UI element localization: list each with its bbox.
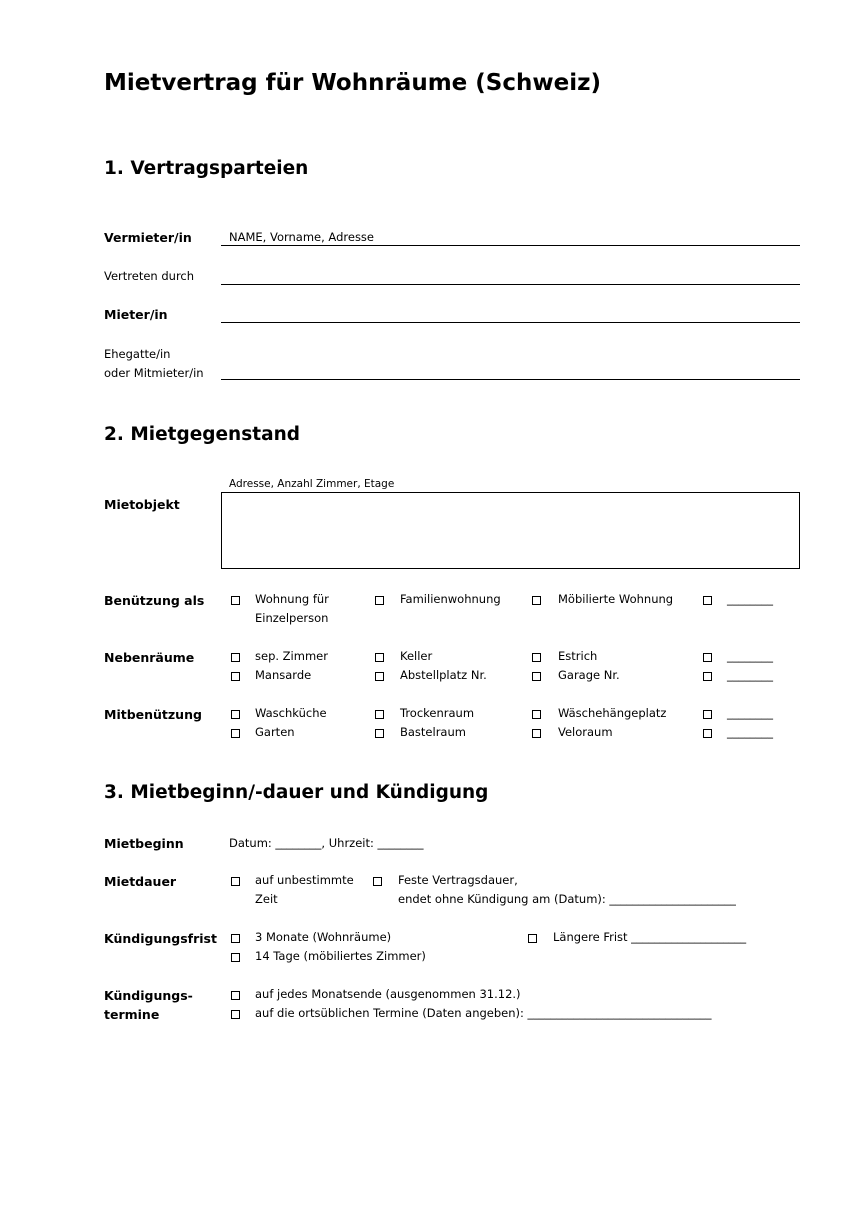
usage-single-line2: Einzelperson — [255, 611, 329, 625]
shared-hobby-room-label: Bastelraum — [400, 725, 466, 739]
notice-3-months-checkbox[interactable] — [231, 934, 240, 943]
notice-3-months-label: 3 Monate (Wohnräume) — [255, 930, 392, 944]
termination-local-checkbox[interactable] — [231, 1010, 240, 1019]
spouse-label-line2: oder Mitmieter/in — [104, 366, 204, 380]
section-heading-object: 2. Mietgegenstand — [104, 424, 300, 445]
object-input-box[interactable] — [221, 492, 800, 569]
landlord-line — [221, 245, 800, 246]
usage-single-line1: Wohnung für — [255, 592, 329, 606]
side-room-attic-label: Estrich — [558, 649, 598, 663]
side-room-attic-checkbox[interactable] — [532, 653, 541, 662]
shared-drying-label: Trockenraum — [400, 706, 475, 720]
termination-dates-label-line2: termine — [104, 1007, 160, 1022]
usage-family-label: Familienwohnung — [400, 592, 501, 606]
tenant-label: Mieter/in — [104, 307, 168, 322]
side-room-other2-blank: ________ — [727, 668, 773, 682]
side-room-garage-label: Garage Nr. — [558, 668, 620, 682]
spouse-line[interactable] — [221, 379, 800, 380]
duration-indefinite-checkbox[interactable] — [231, 877, 240, 886]
duration-fixed-checkbox[interactable] — [373, 877, 382, 886]
shared-bike-room-checkbox[interactable] — [532, 729, 541, 738]
object-hint: Adresse, Anzahl Zimmer, Etage — [229, 478, 395, 490]
document-title: Mietvertrag für Wohnräume (Schweiz) — [104, 70, 601, 96]
termination-month-end-label: auf jedes Monatsende (ausgenommen 31.12.) — [255, 987, 521, 1001]
duration-fixed-line2: endet ohne Kündigung am (Datum): ______________________ — [398, 892, 736, 906]
shared-clothesline-label: Wäschehängeplatz — [558, 706, 667, 720]
shared-bike-room-label: Veloraum — [558, 725, 613, 739]
notice-longer-checkbox[interactable] — [528, 934, 537, 943]
object-label: Mietobjekt — [104, 497, 180, 512]
landlord-value[interactable]: NAME, Vorname, Adresse — [229, 230, 375, 244]
section-heading-term: 3. Mietbeginn/-dauer und Kündigung — [104, 782, 489, 803]
usage-single-checkbox[interactable] — [231, 596, 240, 605]
side-room-other1-blank: ________ — [727, 649, 773, 663]
shared-other1-blank: ________ — [727, 706, 773, 720]
termination-local-label: auf die ortsüblichen Termine (Daten angeben): ________________________________ — [255, 1006, 712, 1020]
shared-drying-checkbox[interactable] — [375, 710, 384, 719]
shared-garden-label: Garten — [255, 725, 295, 739]
shared-clothesline-checkbox[interactable] — [532, 710, 541, 719]
usage-label: Benützung als — [104, 593, 205, 608]
side-room-storage-checkbox[interactable] — [375, 672, 384, 681]
duration-indefinite-line2: Zeit — [255, 892, 278, 906]
side-room-cellar-label: Keller — [400, 649, 433, 663]
notice-longer-label: Längere Frist ____________________ — [553, 930, 747, 944]
shared-use-label: Mitbenützung — [104, 707, 202, 722]
notice-14-days-checkbox[interactable] — [231, 953, 240, 962]
side-room-separate-checkbox[interactable] — [231, 653, 240, 662]
lease-start-label: Mietbeginn — [104, 836, 184, 851]
side-room-other2-checkbox[interactable] — [703, 672, 712, 681]
notice-period-label: Kündigungsfrist — [104, 931, 217, 946]
termination-dates-label-line1: Kündigungs- — [104, 988, 193, 1003]
side-room-cellar-checkbox[interactable] — [375, 653, 384, 662]
represented-by-label: Vertreten durch — [104, 269, 195, 283]
side-room-storage-label: Abstellplatz Nr. — [400, 668, 487, 682]
represented-by-line[interactable] — [221, 284, 800, 285]
lease-start-value[interactable]: Datum: ________, Uhrzeit: ________ — [229, 836, 424, 850]
side-room-other1-checkbox[interactable] — [703, 653, 712, 662]
shared-laundry-checkbox[interactable] — [231, 710, 240, 719]
landlord-label: Vermieter/in — [104, 230, 192, 245]
usage-other-blank: ________ — [727, 592, 773, 606]
lease-duration-label: Mietdauer — [104, 874, 177, 889]
side-room-garage-checkbox[interactable] — [532, 672, 541, 681]
usage-furnished-label: Möbilierte Wohnung — [558, 592, 674, 606]
usage-family-checkbox[interactable] — [375, 596, 384, 605]
section-heading-parties: 1. Vertragsparteien — [104, 158, 309, 179]
tenant-line[interactable] — [221, 322, 800, 323]
duration-indefinite-line1: auf unbestimmte — [255, 873, 354, 887]
shared-laundry-label: Waschküche — [255, 706, 327, 720]
shared-other2-blank: ________ — [727, 725, 773, 739]
usage-other-checkbox[interactable] — [703, 596, 712, 605]
side-room-mansard-label: Mansarde — [255, 668, 312, 682]
shared-other1-checkbox[interactable] — [703, 710, 712, 719]
side-room-mansard-checkbox[interactable] — [231, 672, 240, 681]
termination-month-end-checkbox[interactable] — [231, 991, 240, 1000]
shared-hobby-room-checkbox[interactable] — [375, 729, 384, 738]
side-room-separate-label: sep. Zimmer — [255, 649, 328, 663]
spouse-label-line1: Ehegatte/in — [104, 347, 171, 361]
shared-garden-checkbox[interactable] — [231, 729, 240, 738]
notice-14-days-label: 14 Tage (möbiliertes Zimmer) — [255, 949, 426, 963]
shared-other2-checkbox[interactable] — [703, 729, 712, 738]
duration-fixed-line1: Feste Vertragsdauer, — [398, 873, 518, 887]
side-rooms-label: Nebenräume — [104, 650, 195, 665]
usage-furnished-checkbox[interactable] — [532, 596, 541, 605]
